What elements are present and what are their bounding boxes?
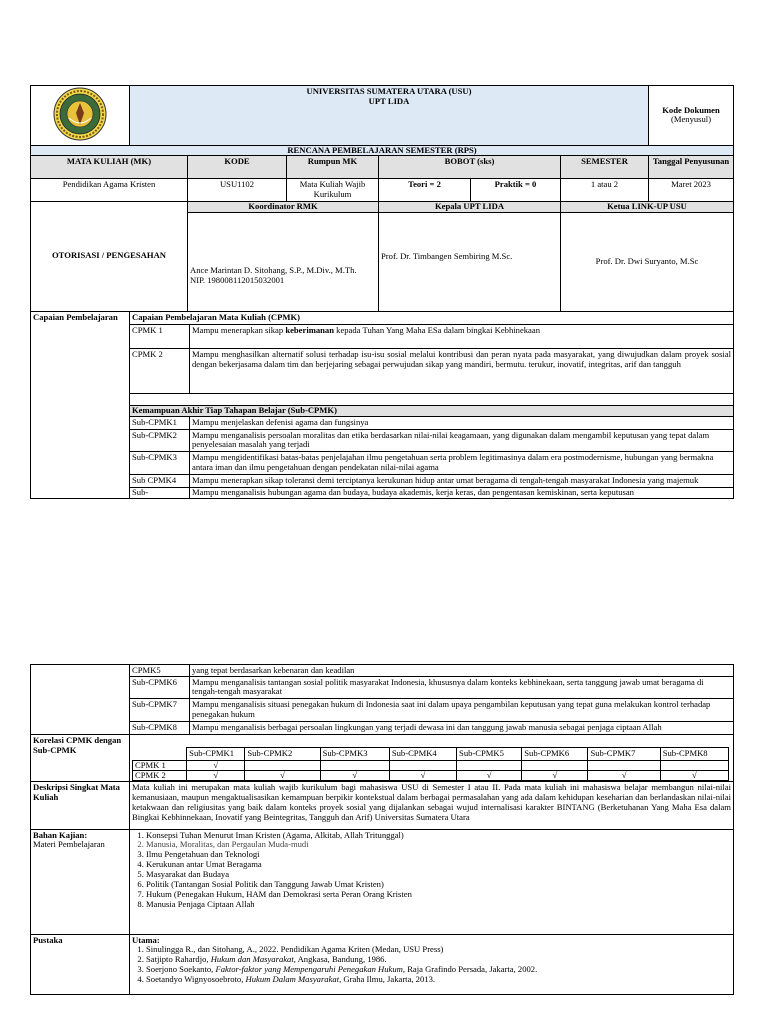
cpmk1-label: CPMK 1 — [130, 324, 190, 348]
list-item: 2. Manusia, Moralitas, dan Pergaulan Muda-mudi — [146, 840, 731, 850]
korelasi-col-4: Sub-CPMK4 — [389, 748, 456, 761]
korelasi-cell — [245, 761, 320, 771]
bahan-label: Bahan Kajian: — [33, 829, 88, 840]
rumpun-header: Rumpun MK — [287, 155, 379, 178]
cpmk2-label: CPMK 2 — [130, 348, 190, 393]
sub4-text: Mampu menerapkan sikap toleransi demi terciptanya kerukunan hidup antar umat beragama di tengah-tengah masyarakat Indonesia yang majemuk — [190, 475, 734, 488]
koordinator-label: Koordinator RMK — [188, 201, 379, 212]
course-semester: 1 atau 2 — [561, 178, 649, 201]
sub5-label-top: Sub- — [130, 487, 190, 498]
capaian-label: Capaian Pembelajaran — [31, 311, 130, 405]
korelasi-cell — [522, 761, 588, 771]
sub2-text: Mampu menganalisis persoalan moralitas dan etika berdasarkan nilai-nilai keagamaan, yang digunakan dalam mengambil keputusan yang tepat dalam penyelesaian masalah yang terjadi — [190, 429, 734, 452]
university-name: UNIVERSITAS SUMATERA UTARA (USU) — [306, 86, 472, 96]
koordinator-name: Ance Marintan D. Sitohang, S.P., M.Div., M.Th. — [190, 265, 357, 276]
korelasi-cell: √ — [522, 771, 588, 781]
course-teori: Teori = 2 — [379, 178, 471, 201]
tanggal-header: Tanggal Penyusunan — [649, 155, 734, 178]
sub1-label: Sub-CPMK1 — [130, 416, 190, 429]
bahan-list — [132, 831, 731, 910]
sub8-text: Mampu menganalisis berbagai persoalan lingkungan yang terjadi dewasa ini dan tanggung jawab manusia sebagai penjaga ciptaan Allah — [190, 722, 734, 735]
rps-page-1-grid — [30, 85, 733, 499]
korelasi-col-6: Sub-CPMK6 — [522, 748, 588, 761]
korelasi-col-8: Sub-CPMK8 — [660, 748, 728, 761]
korelasi-row-2-label: CPMK 2 — [133, 771, 187, 781]
semester-header: SEMESTER — [561, 155, 649, 178]
university-header — [130, 86, 649, 146]
sub7-text: Mampu menganalisis situasi penegakan hukum di Indonesia saat ini dalam upaya pengambilan keputusan yang tepat guna melakukan kontrol terhadap penegakan hukum — [190, 699, 734, 722]
korelasi-matrix — [132, 747, 729, 781]
sub4-label: Sub CPMK4 — [130, 475, 190, 488]
doc-code-cell — [649, 86, 734, 146]
kepala-label: Kepala UPT LIDA — [379, 201, 561, 212]
sub6-label: Sub-CPMK6 — [130, 676, 190, 699]
korelasi-label: Korelasi CPMK dengan Sub-CPMK — [31, 735, 130, 782]
korelasi-col-3: Sub-CPMK3 — [320, 748, 389, 761]
cpmk-header: Capaian Pembelajaran Mata Kuliah (CPMK) — [130, 311, 734, 324]
korelasi-cell: √ — [187, 771, 245, 781]
list-item: 3. Soerjono Soekanto, Faktor-faktor yang Mempengaruhi Penegakan Hukum, Raja Grafindo Persada, Jakarta, 2002. — [146, 965, 731, 975]
course-name: Pendidikan Agama Kristen — [31, 178, 188, 201]
list-item: 2. Satjipto Rahardjo, Hukum dan Masyarakat, Angkasa, Bandung, 1986. — [146, 955, 731, 965]
ketua-name: Prof. Dr. Dwi Suryanto, M.Sc — [561, 212, 734, 311]
sub3-label: Sub-CPMK3 — [130, 452, 190, 475]
ketua-label: Ketua LINK-UP USU — [561, 201, 734, 212]
sub1-text: Mampu menjelaskan defenisi agama dan fungsinya — [190, 416, 734, 429]
unit-name: UPT LIDA — [368, 95, 410, 106]
korelasi-cell: √ — [660, 771, 728, 781]
korelasi-col-1: Sub-CPMK1 — [187, 748, 245, 761]
deskripsi-text: Mata kuliah ini merupakan mata kuliah wajib kurikulum bagi mahasiswa USU di Semester I atau II. Pada mata kuliah ini mahasiswa belajar membangun nilai-nilai kemanusiaan, maupun mengaktualisasikan kemampuan berpikir kontekstual dalam berbagai permasalahan yang ada dalam kehidupan keseharian dan berlandaskan nilai-nilai ketakwaan dan religiusitas yang baik dalam konteks proyek sosial yang dijalankan sebagai wujud internalisasi karakter BINTANG (Berketuhanan Yang Maha Esa dalam Bingkai Kebhinnekaan, Inovatif yang Beintegritas, Tangguh dan Arif) Universitas Sumatera Utara — [130, 782, 734, 830]
kode-header: KODE — [188, 155, 287, 178]
kepala-name: Prof. Dr. Timbangen Sembiring M.Sc. — [379, 212, 561, 311]
korelasi-cell: √ — [588, 771, 660, 781]
doc-code-value: (Menyusul) — [670, 114, 712, 125]
list-item: 4. Soetandyo Wignyosoebroto, Hukum Dalam Masyarakat, Graha Ilmu, Jakarta, 2013. — [146, 975, 731, 985]
korelasi-cell — [389, 761, 456, 771]
course-praktik: Praktik = 0 — [471, 178, 561, 201]
cpmk1-text: Mampu menerapkan sikap keberimanan kepada Tuhan Yang Maha ESa dalam bingkai Kebhinekaan — [190, 324, 734, 348]
korelasi-cell — [588, 761, 660, 771]
korelasi-cell: √ — [187, 761, 245, 771]
doc-code-label: Kode Dokumen — [662, 104, 720, 115]
korelasi-col-7: Sub-CPMK7 — [588, 748, 660, 761]
rps-title: RENCANA PEMBELAJARAN SEMESTER (RPS) — [31, 145, 734, 155]
list-item: 1. Konsepsi Tuhan Menurut Iman Kristen (Agama, Alkitab, Allah Tritunggal) — [146, 831, 731, 841]
sub3-text: Mampu mengidentifikasi batas-batas penjelajahan ilmu pengetahuan serta problem legitimasinya dalam era postmodernisme, hubungan yang bermakna antara iman dan ilmu pengetahuan dengan pendekatan nilai-nilai agama — [190, 452, 734, 475]
list-item: 5. Masyarakat dan Budaya — [146, 870, 731, 880]
deskripsi-label: Deskripsi Singkat Mata Kuliah — [31, 782, 130, 830]
list-item: 4. Kerukunan antar Umat Beragama — [146, 860, 731, 870]
list-item: 7. Hukum (Penegakan Hukum, HAM dan Demokrasi serta Peran Orang Kristen — [146, 890, 731, 900]
korelasi-col-2: Sub-CPMK2 — [245, 748, 320, 761]
korelasi-matrix-cell — [130, 735, 734, 782]
bahan-label-cell — [31, 829, 130, 934]
mk-header: MATA KULIAH (MK) — [31, 155, 188, 178]
korelasi-col-5: Sub-CPMK5 — [457, 748, 522, 761]
rps-page-2 — [30, 664, 733, 995]
usu-seal-icon — [49, 86, 111, 142]
pustaka-label: Pustaka — [31, 934, 130, 994]
sub2-label: Sub-CPMK2 — [130, 429, 190, 452]
list-item: 3. Ilmu Pengetahuan dan Teknologi — [146, 850, 731, 860]
sub5-text-bottom: yang tepat berdasarkan kebenaran dan keadilan — [190, 665, 734, 677]
sub5-text-top: Mampu menganalisis hubungan agama dan budaya, budaya akademis, kerja keras, dan pengentasan kemiskinan, serta keputusan — [190, 487, 734, 498]
cpmk2-text: Mampu menghasilkan alternatif solusi terhadap isu-isu sosial melalui kontribusi dan peran nyata pada masyarakat, yang diwujudkan dalam proyek sosial dengan bekerjasama dalam tim dan berjejaring sebagai perwujudan sikap yang mandiri, bermutu. terukur, inovatif, integritas, arif dan tangguh — [190, 348, 734, 393]
korelasi-cell: √ — [320, 771, 389, 781]
sub-cpmk-continued-table — [30, 664, 734, 735]
pustaka-cell — [130, 934, 734, 994]
korelasi-cell — [660, 761, 728, 771]
korelasi-cell: √ — [457, 771, 522, 781]
logo-cell — [31, 86, 130, 146]
koordinator-nip: NIP. 198008112015032001 — [190, 275, 285, 286]
pustaka-utama-label: Utama: — [132, 934, 160, 945]
course-code: USU1102 — [188, 178, 287, 201]
bahan-sublabel: Materi Pembelajaran — [33, 839, 105, 850]
list-item: 6. Politik (Tantangan Sosial Politik dan Tanggung Jawab Umat Kristen) — [146, 880, 731, 890]
koordinator-signature — [188, 212, 379, 311]
list-item: 1. Sinulingga R., dan Sitohang, A., 2022. Pendidikan Agama Kriten (Medan, USU Press) — [146, 945, 731, 955]
korelasi-cell: √ — [245, 771, 320, 781]
sub8-label: Sub-CPMK8 — [130, 722, 190, 735]
pustaka-list — [132, 945, 731, 985]
korelasi-cell — [320, 761, 389, 771]
korelasi-cell: √ — [389, 771, 456, 781]
bahan-list-cell — [130, 829, 734, 934]
otorisasi-label: OTORISASI / PENGESAHAN — [31, 201, 188, 311]
sub6-text: Mampu menganalisis tantangan sosial politik masyarakat Indonesia, khususnya dalam konteks kebhinekaan, serta tanggung jawab umat beragama di tengah-tengah masyarakat — [190, 676, 734, 699]
sub5-label-bottom: CPMK5 — [130, 665, 190, 677]
bobot-header: BOBOT (sks) — [379, 155, 561, 178]
rps-header-table — [30, 85, 734, 312]
sub7-label: Sub-CPMK7 — [130, 699, 190, 722]
capaian-table — [30, 311, 734, 499]
korelasi-table — [30, 734, 734, 994]
course-tanggal: Maret 2023 — [649, 178, 734, 201]
list-item: 8. Manusia Penjaga Ciptaan Allah — [146, 900, 731, 910]
korelasi-cell — [457, 761, 522, 771]
sub-cpmk-header: Kemampuan Akhir Tiap Tahapan Belajar (Sub-CPMK) — [130, 405, 734, 416]
korelasi-row-1-label: CPMK 1 — [133, 761, 187, 771]
course-rumpun: Mata Kuliah Wajib Kurikulum — [287, 178, 379, 201]
